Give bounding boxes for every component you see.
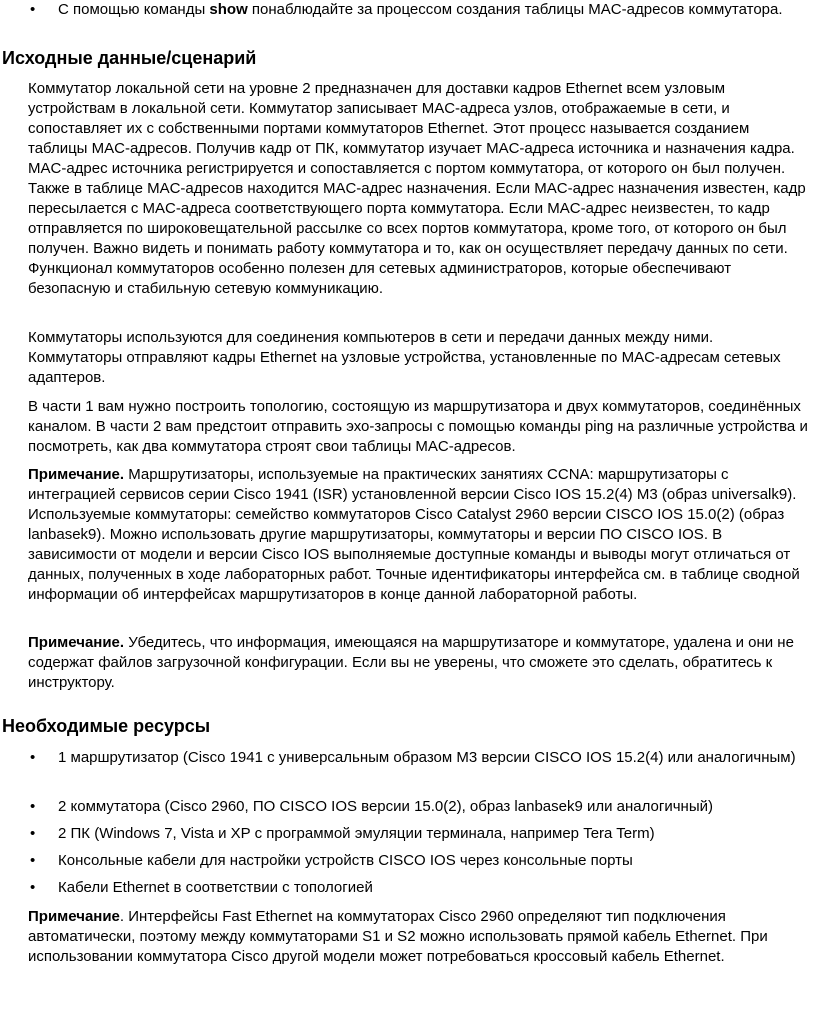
scenario-paragraph-3: В части 1 вам нужно построить топологию, состоящую из маршрутизатора и двух коммутаторов, соединённых каналом. В части 2 вам предстоит отправить эхо-запросы с помощью команды ping на различные устройства и посмотреть, как два коммутатора строят свои таблицы MAC-адресов. xyxy=(28,398,808,455)
scenario-heading: Исходные данные/сценарий xyxy=(2,48,257,68)
bullet-marker: • xyxy=(30,798,36,815)
resource-item-router: 1 маршрутизатор (Cisco 1941 с универсальным образом M3 версии CISCO IOS 15.2(4) или аналогичным) xyxy=(58,749,796,766)
note-label: Примечание. xyxy=(28,466,125,483)
bullet-marker: • xyxy=(30,852,36,869)
resource-item-console-cables: Консольные кабели для настройки устройств CISCO IOS через консольные порты xyxy=(58,852,633,869)
bullet-marker: • xyxy=(30,825,36,842)
resource-item-pcs: 2 ПК (Windows 7, Vista и XP с программой эмуляции терминала, например Tera Term) xyxy=(58,825,655,842)
note-fast-ethernet xyxy=(28,907,808,967)
resource-item-ethernet-cables: Кабели Ethernet в соответствии с топологией xyxy=(58,879,373,896)
intro-bullet-pre: С помощью команды xyxy=(58,1,210,18)
note-text: . Интерфейсы Fast Ethernet на коммутаторах Cisco 2960 определяют тип подключения автоматически, поэтому между коммутаторами S1 и S2 можно использовать прямой кабель Ethernet. При использовании коммутатора Cisco другой модели может потребоваться кроссовый кабель Ethernet. xyxy=(28,908,768,965)
bullet-marker: • xyxy=(30,879,36,896)
note-label: Примечание. xyxy=(28,634,125,651)
intro-bullet-post: понаблюдайте за процессом создания таблицы MAC-адресов коммутатора. xyxy=(247,1,783,18)
note-label: Примечание xyxy=(28,908,120,925)
scenario-paragraph-2: Коммутаторы используются для соединения компьютеров в сети и передачи данных между ними. Коммутаторы отправляют кадры Ethernet на узловые устройства, установленные по MAC-адресам сетевых адаптеров. xyxy=(28,329,781,386)
bullet-marker: • xyxy=(30,749,36,766)
scenario-paragraph-1: Коммутатор локальной сети на уровне 2 предназначен для доставки кадров Ethernet всем узловым устройствам в локальной сети. Коммутатор записывает MAC-адреса узлов, отображаемые в сети, и сопоставляет их с собственными портами коммутаторов Ethernet. Этот процесс называется созданием таблицы MAC-адресов. Получив кадр от ПК, коммутатор изучает MAC-адреса источника и назначения кадра. MAC-адрес источника регистрируется и сопоставляется с портом коммутатора, от которого он был получен. Также в таблице MAC-адресов находится MAC-адрес назначения. Если MAC-адрес назначения известен, кадр пересылается с MAC-адреса соответствующего порта коммутатора. Если MAC-адрес неизвестен, то кадр отправляется по широковещательной рассылке со всех портов коммутатора, кроме того, от которого он был получен. Важно видеть и понимать работу коммутатора и то, как он осуществляет передачу данных по сети. Функционал коммутаторов особенно полезен для сетевых администраторов, которые обеспечивают безопасную и стабильную сетевую коммуникацию. xyxy=(28,80,806,297)
resource-item-switches: 2 коммутатора (Cisco 2960, ПО CISCO IOS версии 15.0(2), образ lanbasek9 или аналогичный) xyxy=(58,798,713,815)
intro-bullet-text xyxy=(58,0,802,20)
show-command: show xyxy=(209,1,248,18)
note-text: Убедитесь, что информация, имеющаяся на маршрутизаторе и коммутаторе, удалена и они не содержат файлов загрузочной конфигурации. Если вы не уверены, что сможете это сделать, обратитесь к инструктору. xyxy=(28,634,794,691)
note-clear-config xyxy=(28,633,808,693)
note-text: Маршрутизаторы, используемые на практических занятиях CCNA: маршрутизаторы с интеграцией сервисов серии Cisco 1941 (ISR) установленной версии Cisco IOS 15.2(4) M3 (образ universalk9). Используемые коммутаторы: семейство коммутаторов Cisco Catalyst 2960 версии CISCO IOS 15.0(2) (образ lanbasek9). Можно использовать другие маршрутизаторы, коммутаторы и версии ПО CISCO IOS. В зависимости от модели и версии Cisco IOS выполняемые доступные команды и выводы могут отличаться от данных, полученных в ходе лабораторных работ. Точные идентификаторы интерфейса см. в таблице сводной информации об интерфейсах маршрутизаторов в конце данной лабораторной работы. xyxy=(28,466,800,603)
bullet-marker: • xyxy=(30,1,36,18)
resources-heading: Необходимые ресурсы xyxy=(2,716,211,736)
note-cisco-versions xyxy=(28,465,808,605)
